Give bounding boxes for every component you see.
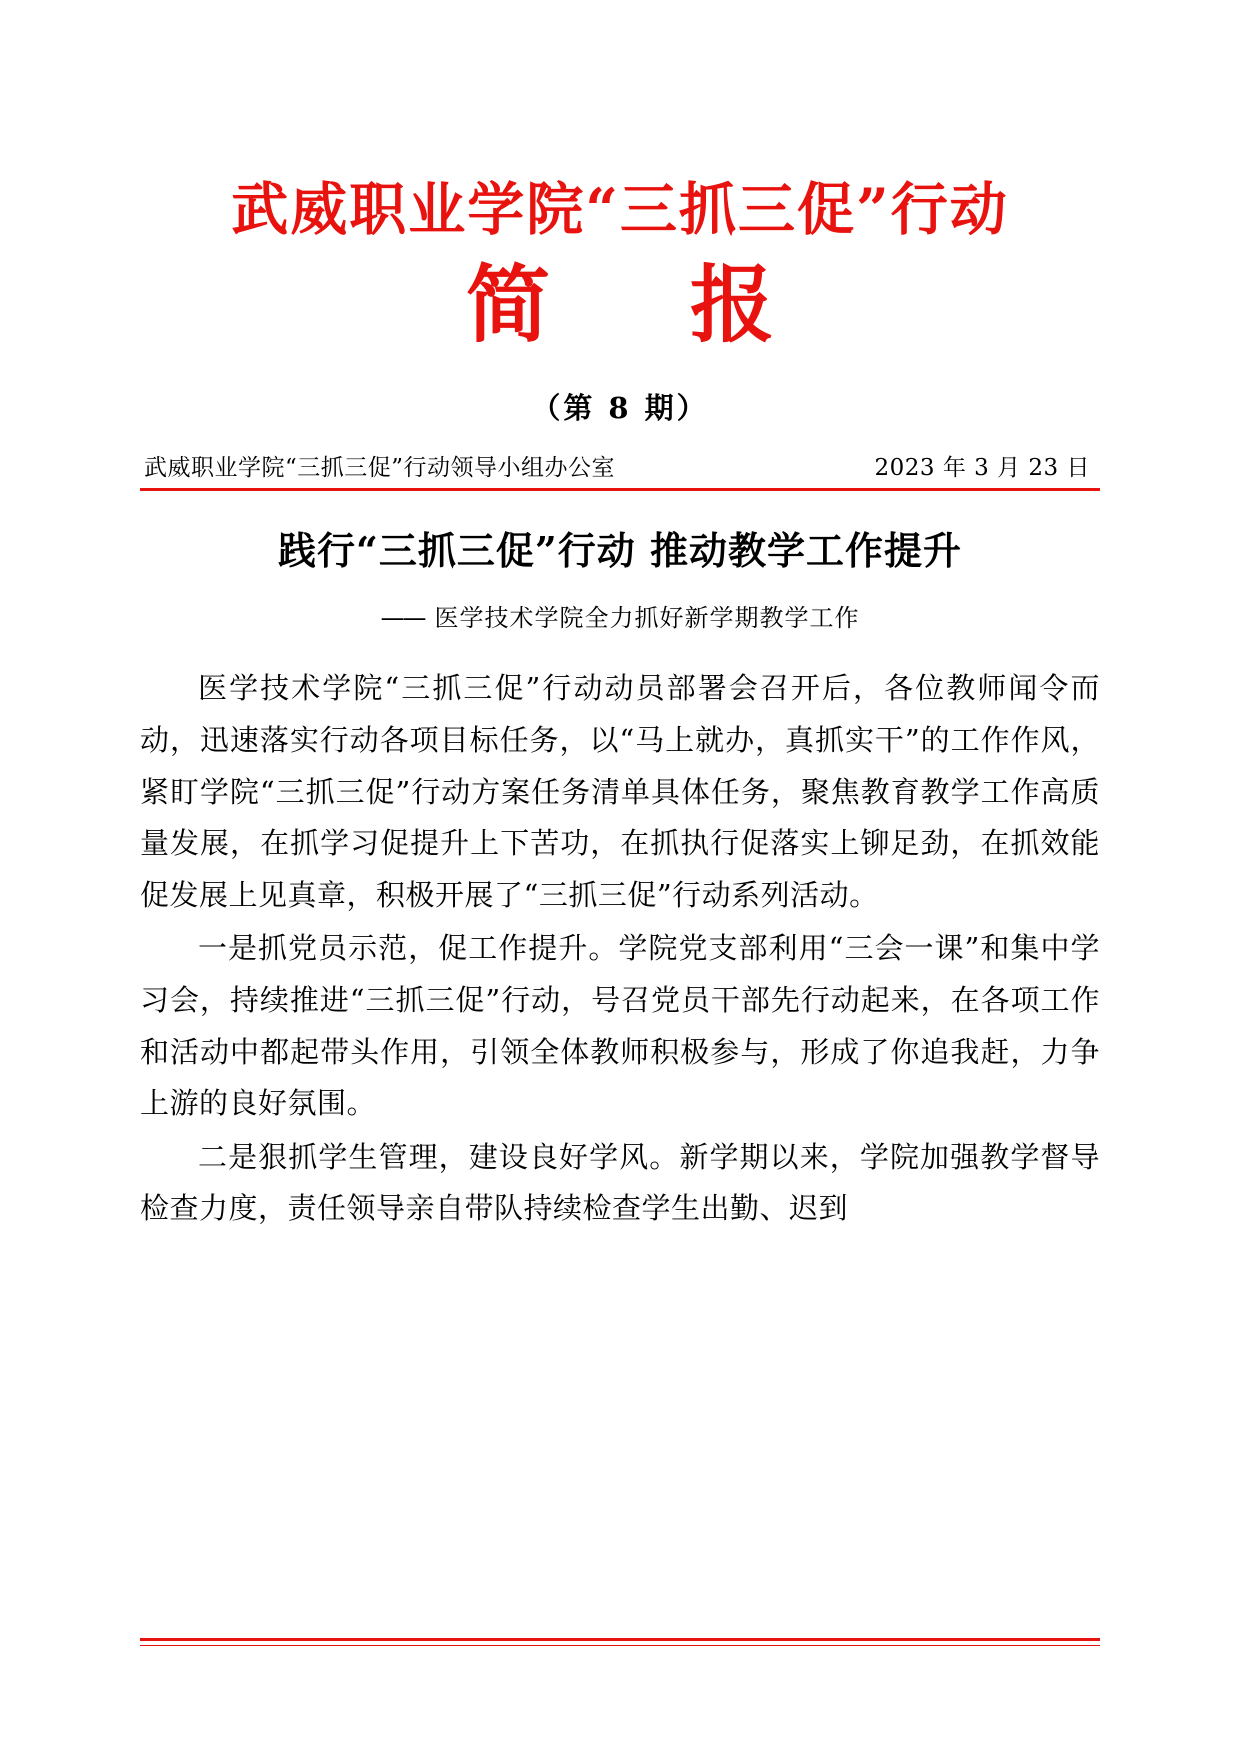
paragraph: 一是抓党员示范，促工作提升。学院党支部利用“三会一课”和集中学习会，持续推进“三抓三促”行动，号召党员干部先行动起来，在各项工作和活动中都起带头作用，引领全体教师积极参与，形成了你追我赶，力争上游的良好氛围。: [140, 931, 1100, 1121]
masthead: [140, 175, 1100, 427]
issue-date: 2023 年 3 月 23 日: [874, 455, 1090, 482]
issue-number: （第 8 期）: [531, 391, 709, 426]
article-subtitle: [140, 598, 1100, 633]
masthead-title-line2: 简 报: [465, 254, 802, 354]
issuing-office: 武威职业学院“三抓三促”行动领导小组办公室: [144, 455, 616, 482]
paragraph: 医学技术学院“三抓三促”行动动员部署会召开后，各位教师闻令而动，迅速落实行动各项目标任务，以“马上就办，真抓实干”的工作作风，紧盯学院“三抓三促”行动方案任务清单具体任务，聚焦教育教学工作高质量发展，在抓学习促提升上下苦功，在抓执行促落实上铆足劲，在抓效能促发展上见真章，积极开展了“三抓三促”行动系列活动。: [140, 671, 1100, 912]
article-body: [140, 663, 1100, 1235]
article-title: 践行“三抓三促”行动 推动教学工作提升: [278, 528, 962, 574]
paragraph: 二是狠抓学生管理，建设良好学风。新学期以来，学院加强教学督导检查力度，责任领导亲自带队持续检查学生出勤、迟到: [140, 1139, 1100, 1226]
masthead-divider: [140, 488, 1100, 491]
footer-rule-thin: [140, 1645, 1100, 1646]
footer-divider: [140, 1638, 1100, 1646]
footer-rule-thick: [140, 1638, 1100, 1641]
subtitle-dash: ——: [380, 604, 425, 633]
masthead-title-line1: 武威职业学院“三抓三促”行动: [231, 176, 1009, 243]
masthead-meta: [140, 449, 1100, 488]
subtitle-text: 医学技术学院全力抓好新学期教学工作: [434, 604, 860, 633]
